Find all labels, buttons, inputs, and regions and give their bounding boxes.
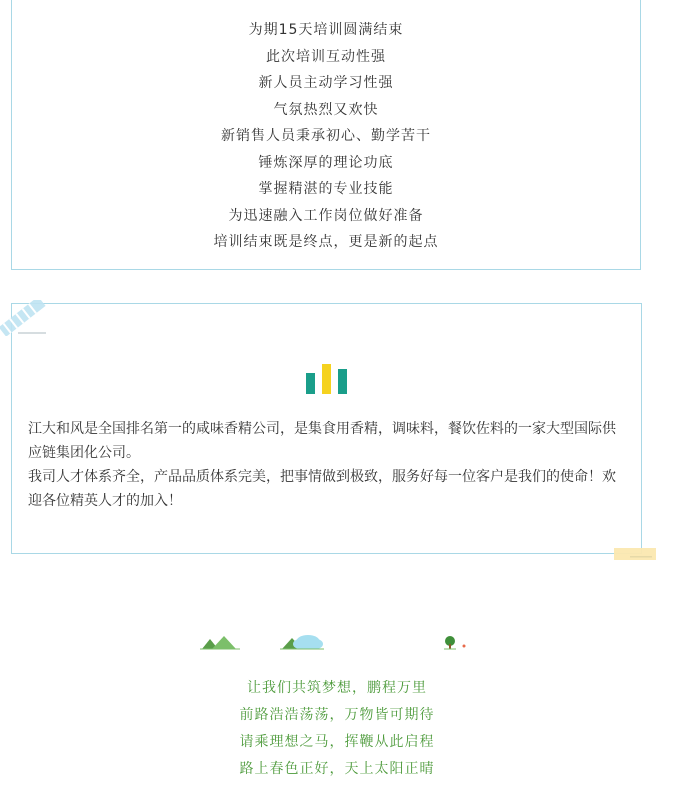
tape-decoration-icon [612,544,658,564]
summary-line: 为迅速融入工作岗位做好准备 [228,207,424,224]
closing-verse [0,675,674,783]
training-summary-lines [12,17,640,256]
company-intro-text [28,417,628,513]
summary-line: 培训结束既是终点，更是新的起点 [213,234,439,250]
company-intro-box [11,303,642,554]
closing-line: 路上春色正好，天上太阳正晴 [239,761,435,777]
summary-line: 此次培训互动性强 [266,48,386,65]
intro-paragraph: 江大和风是全国排名第一的咸味香精公司，是集食用香精，调味料，餐饮佐料的一家大型国际供应链集团化公司。 [28,421,616,461]
summary-line: 新人员主动学习性强 [258,75,394,91]
summary-line: 锤炼深厚的理论功底 [258,154,394,171]
summary-line: 掌握精湛的专业技能 [258,181,394,197]
tape-decoration-icon [0,300,56,336]
bar-columns-icon [306,364,348,394]
mountains-clouds-trees-icon [200,630,480,652]
training-summary-box [11,0,641,270]
closing-line: 前路浩浩荡荡，万物皆可期待 [239,707,435,723]
summary-line: 为期15天培训圆满结束 [248,22,404,38]
summary-line: 气氛热烈又欢快 [273,101,379,118]
summary-line: 新销售人员秉承初心、勤学苦干 [221,128,431,144]
closing-line: 让我们共筑梦想，鹏程万里 [247,680,427,696]
closing-line: 请乘理想之马，挥鞭从此启程 [239,734,435,750]
intro-paragraph: 我司人才体系齐全，产品品质体系完美，把事情做到极致，服务好每一位客户是我们的使命！欢迎各位精英人才的加入！ [28,469,616,509]
